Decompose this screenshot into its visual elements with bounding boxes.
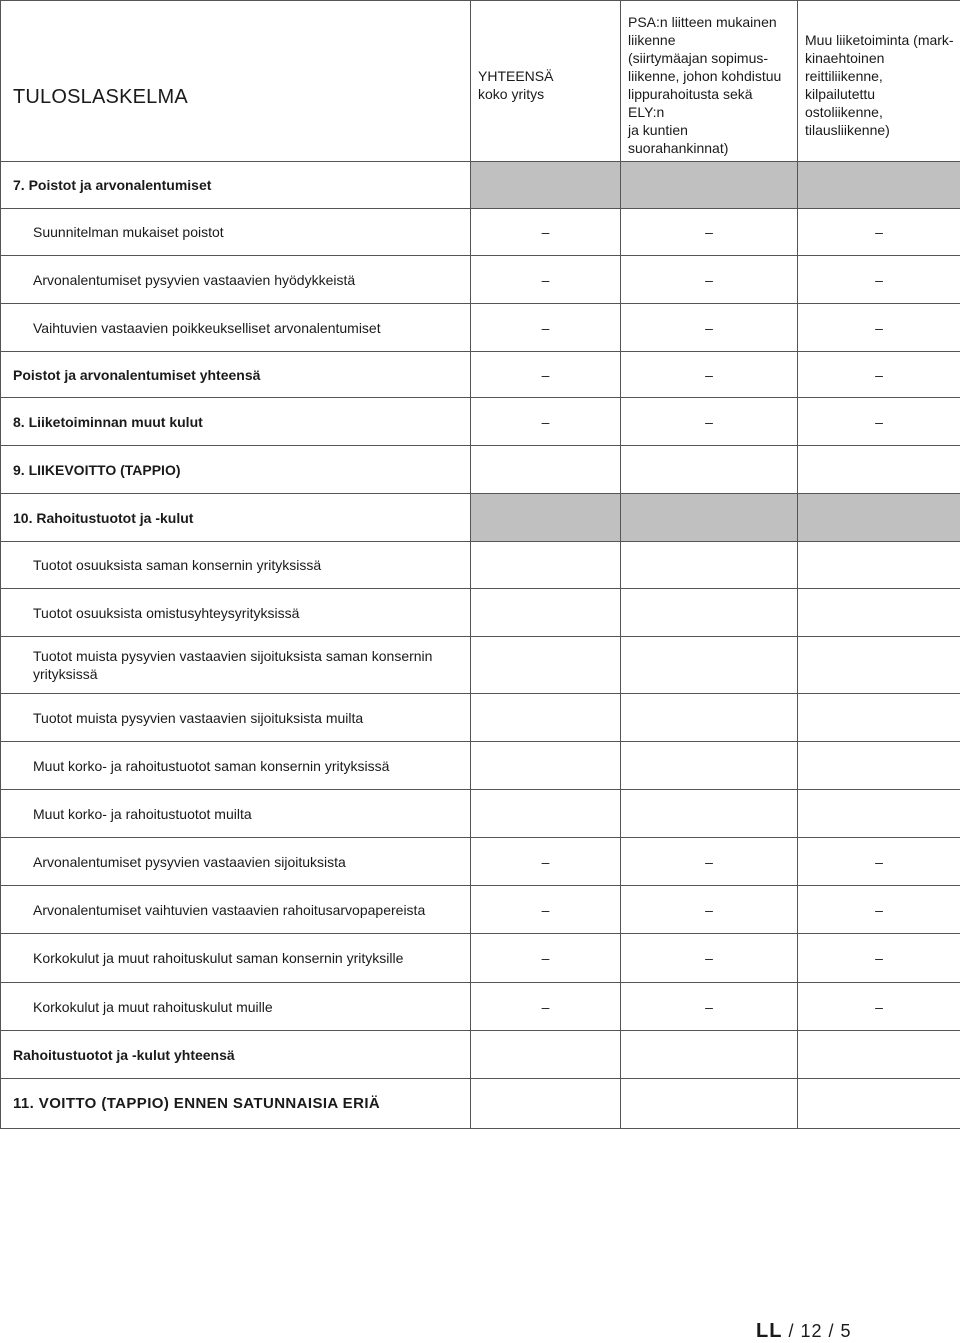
row-label: Korkokulut ja muut rahoituskulut muille — [1, 983, 471, 1031]
cell-other: – — [798, 934, 960, 983]
cell-other: – — [798, 398, 960, 446]
row-label: Arvonalentumiset vaihtuvien vastaavien rahoitusarvopapereista — [1, 886, 471, 934]
cell-other — [798, 162, 960, 209]
cell-total: – — [471, 209, 621, 256]
cell-psa — [621, 637, 798, 694]
cell-total — [471, 742, 621, 790]
row-label: 10. Rahoitustuotot ja -kulut — [1, 494, 471, 542]
cell-psa: – — [621, 838, 798, 886]
row-label: 11. VOITTO (TAPPIO) ENNEN SATUNNAISIA ERIÄ — [1, 1079, 471, 1129]
cell-psa — [621, 162, 798, 209]
column-header-other-text: Muu liiketoiminta (mark- kinaehtoinen reittiliikenne, kilpailutettu ostoliikenne, tilausliikenne) — [805, 32, 954, 138]
row-label: Korkokulut ja muut rahoituskulut saman konsernin yrityksille — [1, 934, 471, 983]
cell-other: – — [798, 256, 960, 304]
table-row — [1, 886, 960, 934]
table-row — [1, 1031, 960, 1079]
row-label: Tuotot osuuksista saman konsernin yrityksissä — [1, 542, 471, 589]
header-row — [1, 1, 960, 162]
cell-total: – — [471, 352, 621, 398]
cell-total — [471, 162, 621, 209]
cell-psa — [621, 589, 798, 637]
column-header-total-text: YHTEENSÄ koko yritys — [478, 68, 553, 102]
row-label: Tuotot muista pysyvien vastaavien sijoituksista saman konsernin yrityksissä — [1, 637, 471, 694]
table-row — [1, 162, 960, 209]
table-row — [1, 790, 960, 838]
cell-total — [471, 494, 621, 542]
table-row — [1, 589, 960, 637]
cell-psa — [621, 494, 798, 542]
row-label: Tuotot muista pysyvien vastaavien sijoituksista muilta — [1, 694, 471, 742]
cell-total — [471, 1031, 621, 1079]
cell-total — [471, 1079, 621, 1129]
table-row — [1, 934, 960, 983]
cell-total — [471, 637, 621, 694]
cell-other — [798, 589, 960, 637]
cell-psa — [621, 790, 798, 838]
cell-psa — [621, 542, 798, 589]
cell-other — [798, 694, 960, 742]
cell-other: – — [798, 304, 960, 352]
cell-total — [471, 446, 621, 494]
cell-other — [798, 1079, 960, 1129]
cell-other: – — [798, 838, 960, 886]
row-label: Muut korko- ja rahoitustuotot saman konsernin yrityksissä — [1, 742, 471, 790]
row-label: Arvonalentumiset pysyvien vastaavien hyödykkeistä — [1, 256, 471, 304]
row-label: Suunnitelman mukaiset poistot — [1, 209, 471, 256]
cell-total — [471, 790, 621, 838]
cell-total: – — [471, 304, 621, 352]
table-row — [1, 209, 960, 256]
cell-psa: – — [621, 398, 798, 446]
table-row — [1, 983, 960, 1031]
row-label: 8. Liiketoiminnan muut kulut — [1, 398, 471, 446]
cell-other — [798, 494, 960, 542]
table-row — [1, 494, 960, 542]
table-row — [1, 838, 960, 886]
table-row — [1, 352, 960, 398]
cell-psa — [621, 742, 798, 790]
cell-psa: – — [621, 352, 798, 398]
cell-total — [471, 542, 621, 589]
cell-other: – — [798, 209, 960, 256]
cell-psa: – — [621, 934, 798, 983]
footer-ll: LL — [756, 1320, 782, 1342]
cell-other: – — [798, 352, 960, 398]
cell-total — [471, 589, 621, 637]
table-row — [1, 694, 960, 742]
cell-other — [798, 637, 960, 694]
cell-psa — [621, 1031, 798, 1079]
cell-psa — [621, 1079, 798, 1129]
cell-other: – — [798, 886, 960, 934]
footer-page: / 12 / 5 — [782, 1321, 851, 1341]
page-title: TULOSLASKELMA — [1, 1, 471, 162]
table-row — [1, 398, 960, 446]
cell-psa — [621, 446, 798, 494]
cell-other — [798, 742, 960, 790]
table-row — [1, 542, 960, 589]
column-header-total — [471, 1, 621, 162]
cell-total: – — [471, 838, 621, 886]
cell-psa: – — [621, 209, 798, 256]
row-label: Muut korko- ja rahoitustuotot muilta — [1, 790, 471, 838]
row-label: Arvonalentumiset pysyvien vastaavien sijoituksista — [1, 838, 471, 886]
row-label: Rahoitustuotot ja -kulut yhteensä — [1, 1031, 471, 1079]
row-label: Tuotot osuuksista omistusyhteysyrityksissä — [1, 589, 471, 637]
cell-total: – — [471, 398, 621, 446]
cell-total: – — [471, 983, 621, 1031]
row-label: 9. LIIKEVOITTO (TAPPIO) — [1, 446, 471, 494]
cell-total: – — [471, 934, 621, 983]
table-row — [1, 1079, 960, 1129]
cell-psa: – — [621, 983, 798, 1031]
cell-other — [798, 790, 960, 838]
cell-total — [471, 694, 621, 742]
table-row — [1, 446, 960, 494]
cell-other — [798, 1031, 960, 1079]
cell-psa: – — [621, 304, 798, 352]
cell-other: – — [798, 983, 960, 1031]
table-row — [1, 637, 960, 694]
table-row — [1, 256, 960, 304]
row-label: Vaihtuvien vastaavien poikkeukselliset arvonalentumiset — [1, 304, 471, 352]
table-row — [1, 304, 960, 352]
cell-other — [798, 542, 960, 589]
cell-psa — [621, 694, 798, 742]
row-label: 7. Poistot ja arvonalentumiset — [1, 162, 471, 209]
cell-total: – — [471, 256, 621, 304]
cell-other — [798, 446, 960, 494]
column-header-psa-text: PSA:n liitteen mukainen liikenne (siirtymäajan sopimus- liikenne, johon kohdistuu lippurahoitusta sekä ELY:n ja kuntien suorahankinnat) — [628, 14, 781, 156]
cell-psa: – — [621, 886, 798, 934]
cell-total: – — [471, 886, 621, 934]
column-header-other — [798, 1, 960, 162]
row-label: Poistot ja arvonalentumiset yhteensä — [1, 352, 471, 398]
column-header-psa — [621, 1, 798, 162]
cell-psa: – — [621, 256, 798, 304]
table-row — [1, 742, 960, 790]
